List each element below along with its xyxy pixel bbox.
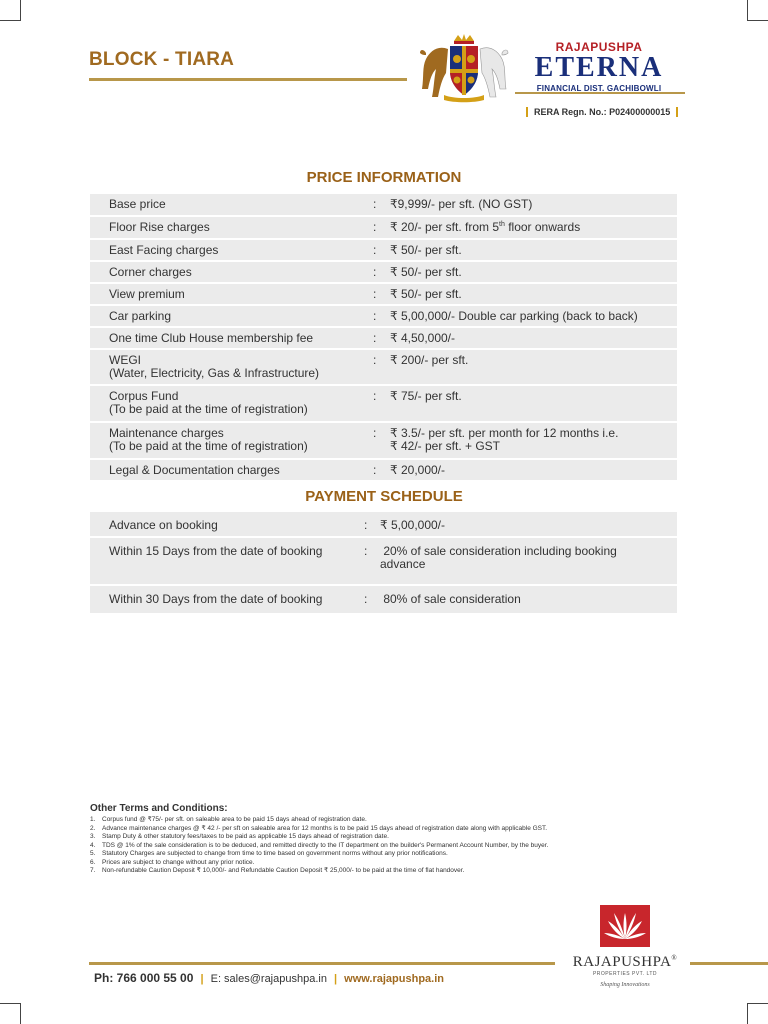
price-label: Corpus Fund (To be paid at the time of registration) — [109, 389, 308, 416]
payment-table — [90, 512, 677, 615]
footer-separator: | — [334, 973, 338, 985]
brand-block — [520, 40, 678, 93]
footer-phone: Ph: 766 000 55 00 — [94, 971, 194, 985]
company-tagline: Shaping Innovations — [600, 982, 650, 988]
price-value: ₹ 4,50,000/- — [390, 331, 456, 345]
payment-row — [90, 538, 677, 586]
rera-number: RERA Regn. No.: P02400000015 — [526, 107, 678, 117]
crop-mark-top-left — [0, 0, 21, 21]
colon: : — [373, 331, 377, 345]
colon: : — [373, 287, 377, 301]
price-value: ₹ 20,000/- — [390, 463, 446, 477]
terms-item: 5. Statutory Charges are subjected to change from time to time based on government norms without any prior notifications. — [90, 850, 448, 857]
price-value: ₹ 50/- per sft. — [390, 243, 462, 257]
flower-icon — [600, 905, 650, 947]
price-row — [90, 194, 677, 217]
colon: : — [373, 389, 377, 403]
price-label: East Facing charges — [109, 243, 219, 257]
price-label: Base price — [109, 197, 166, 211]
price-section-title: PRICE INFORMATION — [306, 169, 462, 186]
payment-value: ₹ 5,00,000/- — [380, 518, 446, 532]
footer-website[interactable]: www.rajapushpa.in — [344, 973, 444, 985]
price-row — [90, 217, 677, 240]
colon: : — [373, 243, 377, 257]
payment-label: Within 30 Days from the date of booking — [109, 592, 323, 606]
price-label: One time Club House membership fee — [109, 331, 314, 345]
block-title: BLOCK - TIARA — [89, 49, 235, 70]
price-label: Legal & Documentation charges — [109, 463, 280, 477]
colon: : — [373, 353, 377, 367]
price-label: Car parking — [109, 309, 172, 323]
price-value: ₹9,999/- per sft. (NO GST) — [390, 197, 533, 211]
price-table — [90, 194, 677, 482]
brand-top: RAJAPUSHPA — [555, 40, 643, 54]
brand-name: ETERNA — [534, 52, 664, 83]
footer-separator: | — [200, 973, 204, 985]
payment-value: 80% of sale consideration — [380, 592, 521, 606]
colon: : — [364, 518, 368, 532]
colon: : — [373, 426, 377, 440]
crop-mark-top-right — [747, 0, 768, 21]
eterna-crest-logo — [418, 33, 510, 103]
price-value: ₹ 5,00,000/- Double car parking (back to back) — [390, 309, 638, 323]
payment-row — [90, 586, 677, 615]
terms-block — [90, 803, 670, 876]
terms-item: 1. Corpus fund @ ₹75/- per sft. on saleable area to be paid 15 days ahead of registration date. — [90, 816, 367, 823]
payment-value: 20% of sale consideration including booking advance — [380, 544, 617, 571]
price-row — [90, 460, 677, 482]
price-value: ₹ 3.5/- per sft. per month for 12 months i.e. ₹ 42/- per sft. + GST — [390, 426, 619, 453]
rajapushpa-company-logo — [560, 905, 690, 988]
footer-contact — [94, 971, 444, 985]
colon: : — [364, 592, 368, 606]
terms-item: 2. Advance maintenance charges @ ₹ 42 /- per sft on saleable area for 12 months is to be paid 15 days ahead of registration date along with applicable GST. — [90, 824, 548, 832]
payment-row — [90, 512, 677, 538]
terms-item: 6. Prices are subject to change without any prior notice. — [90, 858, 255, 866]
payment-label: Within 15 Days from the date of booking — [109, 544, 323, 558]
crop-mark-bottom-right — [747, 1003, 768, 1024]
terms-list — [90, 816, 670, 876]
colon: : — [373, 265, 377, 279]
colon: : — [373, 220, 377, 234]
header-divider-left — [89, 78, 407, 81]
price-row — [90, 306, 677, 328]
price-label: View premium — [109, 287, 185, 301]
terms-item: 4. TDS @ 1% of the sale consideration is to be deduced, and remitted directly to the IT department on the builder's Permanent Account Number, by the buyer. — [90, 841, 549, 849]
company-name: RAJAPUSHPA® — [572, 954, 678, 970]
price-value: ₹ 75/- per sft. — [390, 389, 462, 403]
terms-heading: Other Terms and Conditions: — [90, 803, 228, 814]
colon: : — [373, 309, 377, 323]
price-label: Floor Rise charges — [109, 220, 210, 234]
terms-item: 7. Non-refundable Caution Deposit ₹ 10,000/- and Refundable Caution Deposit ₹ 25,000/- to be paid at the time of flat handover. — [90, 867, 465, 874]
footer-email[interactable]: E: sales@rajapushpa.in — [210, 973, 327, 985]
price-row — [90, 262, 677, 284]
terms-item: 3. Stamp Duty & other statutory fees/taxes to be paid as applicable 15 days ahead of registration date. — [90, 833, 389, 840]
brand-location: FINANCIAL DIST. GACHIBOWLI — [536, 84, 662, 93]
price-row — [90, 350, 677, 386]
colon: : — [364, 544, 368, 558]
price-row — [90, 240, 677, 262]
price-value: ₹ 200/- per sft. — [390, 353, 469, 367]
price-row — [90, 423, 677, 460]
crop-mark-bottom-left — [0, 1003, 21, 1024]
price-label: Corner charges — [109, 265, 192, 279]
footer-divider-right — [690, 962, 768, 965]
payment-label: Advance on booking — [109, 518, 218, 532]
price-value: ₹ 50/- per sft. — [390, 287, 462, 301]
company-subtitle: PROPERTIES PVT. LTD — [592, 971, 658, 977]
colon: : — [373, 197, 377, 211]
price-label: WEGI (Water, Electricity, Gas & Infrastructure) — [109, 353, 320, 380]
colon: : — [373, 463, 377, 477]
price-row — [90, 328, 677, 350]
price-label: Maintenance charges (To be paid at the time of registration) — [109, 426, 308, 453]
footer-divider-left — [89, 962, 555, 965]
price-value: ₹ 50/- per sft. — [390, 265, 462, 279]
payment-section-title: PAYMENT SCHEDULE — [305, 488, 463, 505]
price-row — [90, 386, 677, 423]
price-row — [90, 284, 677, 306]
price-value: ₹ 20/- per sft. from 5th floor onwards — [390, 220, 581, 234]
